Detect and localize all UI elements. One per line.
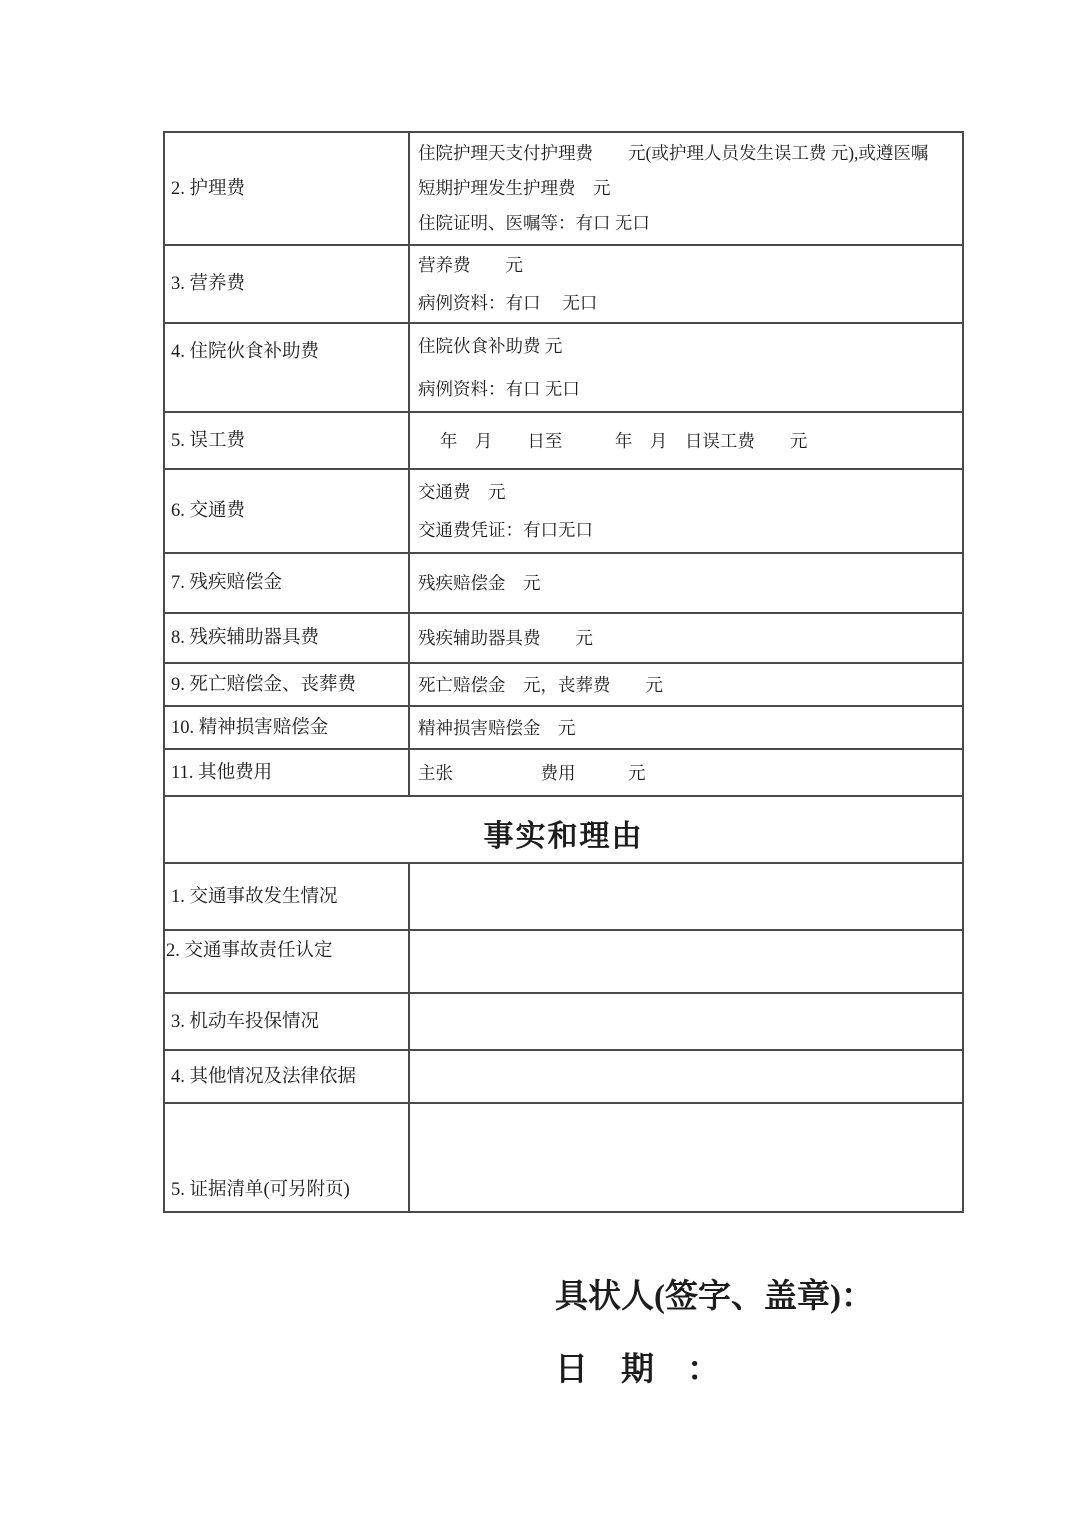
fee-row bbox=[165, 705, 962, 748]
fact-row-label: 2. 交通事故责任认定 bbox=[165, 931, 410, 992]
fee-row-content bbox=[410, 707, 962, 748]
fee-row-content bbox=[410, 324, 962, 411]
fee-row-label: 10. 精神损害赔偿金 bbox=[165, 707, 410, 748]
fact-row-label: 3. 机动车投保情况 bbox=[165, 994, 410, 1049]
fee-row bbox=[165, 133, 962, 244]
content-line: 住院证明、医嘱等：有口 无口 bbox=[418, 213, 650, 233]
facts-section-header-row bbox=[165, 795, 962, 862]
content-line: 营养费 元 bbox=[418, 255, 523, 275]
content-line: 死亡赔偿金 元，丧葬费 元 bbox=[418, 674, 663, 695]
fact-row bbox=[165, 929, 962, 992]
fee-row bbox=[165, 322, 962, 411]
content-line: 残疾赔偿金 元 bbox=[418, 573, 541, 593]
fee-row-label: 8. 残疾辅助器具费 bbox=[165, 614, 410, 662]
fee-row bbox=[165, 244, 962, 322]
fee-row-content bbox=[410, 470, 962, 552]
fee-row-content bbox=[410, 664, 962, 705]
fee-row-label: 2. 护理费 bbox=[165, 133, 410, 244]
fee-row-content bbox=[410, 554, 962, 612]
facts-section-header: 事实和理由 bbox=[483, 819, 644, 853]
fee-row bbox=[165, 411, 962, 468]
fee-row-label: 5. 误工费 bbox=[165, 413, 410, 468]
fee-row-content bbox=[410, 246, 962, 322]
fact-row-content bbox=[410, 1051, 962, 1102]
content-line: 短期护理发生护理费 元 bbox=[418, 178, 611, 198]
fact-row-content bbox=[410, 1104, 962, 1211]
fee-row bbox=[165, 748, 962, 795]
fee-row bbox=[165, 612, 962, 662]
fee-row bbox=[165, 662, 962, 705]
content-line: 精神损害赔偿金 元 bbox=[418, 717, 576, 738]
fee-row-label: 4. 住院伙食补助费 bbox=[165, 324, 410, 411]
content-line: 年 月 日至 年 月 日误工费 元 bbox=[418, 430, 808, 451]
fee-row bbox=[165, 552, 962, 612]
fact-row-content bbox=[410, 931, 962, 992]
fee-row-label: 6. 交通费 bbox=[165, 470, 410, 552]
fact-row bbox=[165, 862, 962, 929]
fee-row bbox=[165, 468, 962, 552]
fee-row-label: 7. 残疾赔偿金 bbox=[165, 554, 410, 612]
fact-row-label: 1. 交通事故发生情况 bbox=[165, 864, 410, 929]
fact-row-label: 5. 证据清单(可另附页) bbox=[165, 1104, 410, 1211]
content-line: 交通费凭证：有口无口 bbox=[418, 520, 593, 540]
fee-row-content bbox=[410, 133, 962, 244]
fee-row-content bbox=[410, 750, 962, 795]
fact-row-content bbox=[410, 864, 962, 929]
content-line: 病例资料：有口 无口 bbox=[418, 293, 598, 313]
fact-row bbox=[165, 992, 962, 1049]
claim-table bbox=[163, 131, 964, 1213]
content-line: 交通费 元 bbox=[418, 482, 506, 502]
signer-signature-label: 具状人(签字、盖章)： bbox=[555, 1279, 874, 1315]
content-line: 病例资料：有口 无口 bbox=[418, 378, 580, 399]
date-label: 日 期 ： bbox=[555, 1352, 720, 1388]
content-line: 住院伙食补助费 元 bbox=[418, 335, 563, 356]
fact-row-content bbox=[410, 994, 962, 1049]
fact-row bbox=[165, 1049, 962, 1102]
fee-row-label: 3. 营养费 bbox=[165, 246, 410, 322]
content-line: 主张 费用 元 bbox=[418, 762, 646, 783]
fact-row bbox=[165, 1102, 962, 1211]
fact-row-label: 4. 其他情况及法律依据 bbox=[165, 1051, 410, 1102]
content-line: 住院护理天支付护理费 元(或护理人员发生误工费 元),或遵医嘱 bbox=[418, 143, 929, 163]
fee-row-content bbox=[410, 413, 962, 468]
fee-row-label: 11. 其他费用 bbox=[165, 750, 410, 795]
content-line: 残疾辅助器具费 元 bbox=[418, 628, 593, 648]
fee-row-label: 9. 死亡赔偿金、丧葬费 bbox=[165, 664, 410, 705]
fee-row-content bbox=[410, 614, 962, 662]
